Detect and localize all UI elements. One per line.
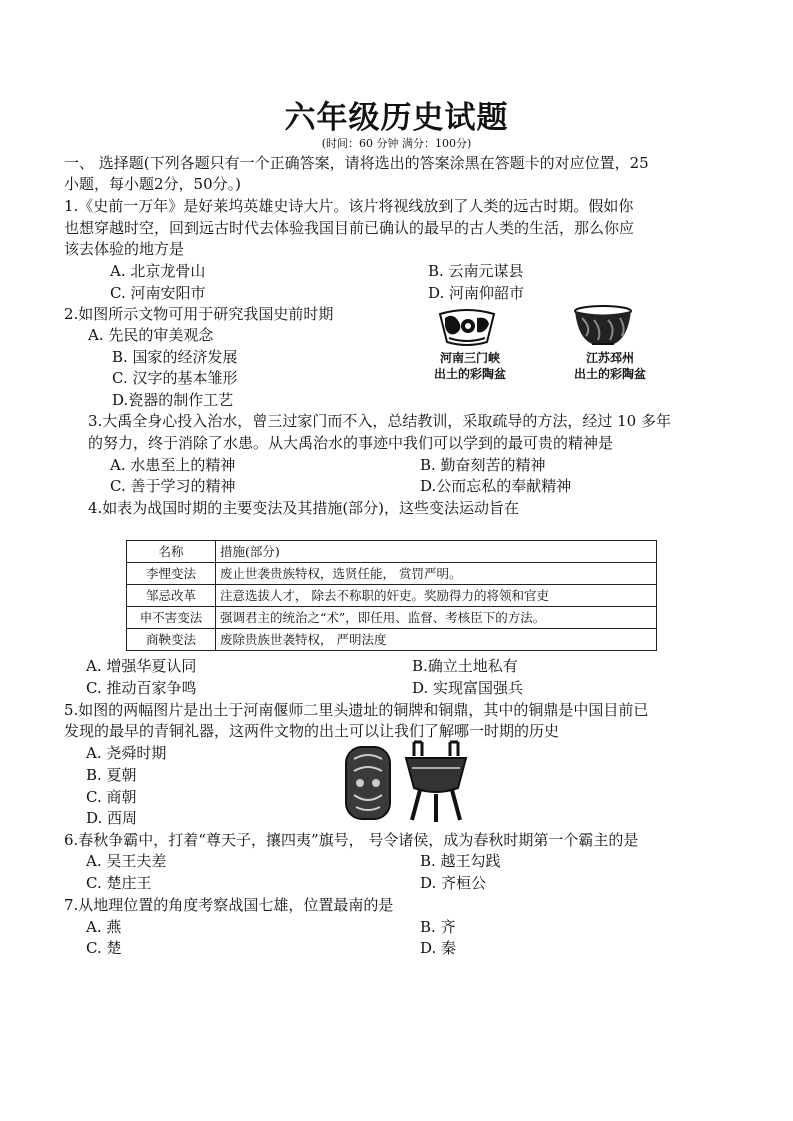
table-header-cell: 名称 (127, 541, 216, 563)
page-title: 六年级历史试题 (284, 100, 509, 136)
table-cell: 注意选拔人才， 除去不称职的奸吏。奖励得力的将领和官吏 (216, 585, 657, 607)
q5-option-b: B. 夏朝 (86, 766, 137, 784)
caption-line: 河南三门峡 (439, 351, 500, 365)
caption-line: 江苏邳州 (585, 351, 634, 365)
q1-option-c: C. 河南安阳市 (110, 284, 206, 302)
table-header-row (127, 541, 657, 563)
bronze-plaque-image (340, 743, 396, 823)
q5-stem-line2: 发现的最早的青铜礼器，这两件文物的出土可以让我们了解哪一时期的历史 (64, 722, 560, 740)
q7-option-d: D. 秦 (420, 939, 457, 957)
section-instruction-line2: 小题，每小题2分，50分。) (64, 175, 241, 193)
q6-option-b: B. 越王勾践 (420, 852, 501, 870)
q4-option-b: B.确立土地私有 (412, 657, 518, 675)
q5-option-d: D. 西周 (86, 809, 138, 827)
caption-line: 出土的彩陶盆 (573, 367, 646, 381)
q1-stem-line3: 该去体验的地方是 (64, 240, 185, 258)
q7-option-c: C. 楚 (86, 939, 122, 957)
q6-option-c: C. 楚庄王 (86, 874, 152, 892)
table-row (127, 607, 657, 629)
table-cell: 强调君主的统治之“术”，即任用、监督、考核臣下的方法。 (216, 607, 657, 629)
q7-option-b: B. 齐 (420, 918, 456, 936)
q1-stem-line2: 也想穿越时空，回到远古时代去体验我国目前已确认的最早的古人类的生活，那么你应 (64, 219, 635, 237)
q3-stem-line1: 3.大禹全身心投入治水，曾三过家门而不入，总结教训，采取疏导的方法，经过 10 多年 (88, 412, 671, 430)
q4-stem: 4.如表为战国时期的主要变法及其措施(部分)，这些变法运动旨在 (88, 499, 520, 517)
table-row (127, 585, 657, 607)
q3-option-b: B. 勤奋刻苦的精神 (420, 456, 546, 474)
q1-option-d: D. 河南仰韶市 (428, 284, 525, 302)
q3-stem-line2: 的努力，终于消除了水患。从大禹治水的事迹中我们可以学到的最可贵的精神是 (88, 434, 614, 452)
table-header-cell: 措施(部分) (216, 541, 657, 563)
table-cell: 李悝变法 (127, 563, 216, 585)
q4-option-d: D. 实现富国强兵 (412, 679, 524, 697)
q2-option-c: C. 汉字的基本雏形 (112, 369, 238, 387)
q3-option-d: D.公而忘私的奉献精神 (420, 477, 572, 495)
q4-option-c: C. 推动百家争鸣 (86, 679, 197, 697)
q3-option-c: C. 善于学习的精神 (110, 477, 236, 495)
q1-option-a: A. 北京龙骨山 (110, 262, 206, 280)
q3-option-a: A. 水患至上的精神 (110, 456, 236, 474)
q7-stem: 7.从地理位置的角度考察战国七雄，位置最南的是 (64, 896, 394, 914)
table-cell: 邹忌改革 (127, 585, 216, 607)
exam-meta: (时间：60 分钟 满分：100分) (321, 137, 472, 150)
q1-stem-line1: 1.《史前一万年》是好莱坞英雄史诗大片。该片将视线放到了人类的远古时期。假如你 (64, 197, 634, 215)
table-cell: 商鞅变法 (127, 629, 216, 651)
painted-pottery-basin-1-image (437, 308, 497, 348)
q6-option-a: A. 吴王夫差 (86, 852, 167, 870)
q2-stem: 2.如图所示文物可用于研究我国史前时期 (64, 305, 334, 323)
q4-option-a: A. 增强华夏认同 (86, 657, 197, 675)
bronze-ding-image (402, 738, 470, 824)
q1-option-b: B. 云南元谋县 (428, 262, 524, 280)
caption-line: 出土的彩陶盆 (433, 367, 506, 381)
painted-pottery-basin-1-caption (420, 350, 520, 382)
q6-option-d: D. 齐桓公 (420, 874, 487, 892)
table-row (127, 563, 657, 585)
q7-option-a: A. 燕 (86, 918, 122, 936)
q5-option-c: C. 商朝 (86, 788, 137, 806)
painted-pottery-basin-2-image (572, 304, 634, 348)
q5-option-a: A. 尧舜时期 (86, 744, 167, 762)
table-row (127, 629, 657, 651)
q6-stem: 6.春秋争霸中，打着“尊天子，攘四夷”旗号， 号令诸侯，成为春秋时期第一个霸主的是 (64, 831, 639, 849)
table-cell: 废止世袭贵族特权，选贤任能， 赏罚严明。 (216, 563, 657, 585)
q2-option-a: A. 先民的审美观念 (88, 326, 214, 344)
q2-option-d: D.瓷器的制作工艺 (112, 391, 234, 409)
table-cell: 废除贵族世袭特权， 严明法度 (216, 629, 657, 651)
q5-stem-line1: 5.如图的两幅图片是出土于河南偃师二里头遗址的铜牌和铜鼎，其中的铜鼎是中国目前已 (64, 701, 649, 719)
section-instruction-line1: 一、 选择题(下列各题只有一个正确答案，请将选出的答案涂黑在答题卡的对应位置，25 (64, 154, 649, 172)
painted-pottery-basin-2-caption (560, 350, 660, 382)
q2-option-b: B. 国家的经济发展 (112, 348, 238, 366)
reform-measures-table (126, 540, 657, 651)
table-cell: 申不害变法 (127, 607, 216, 629)
